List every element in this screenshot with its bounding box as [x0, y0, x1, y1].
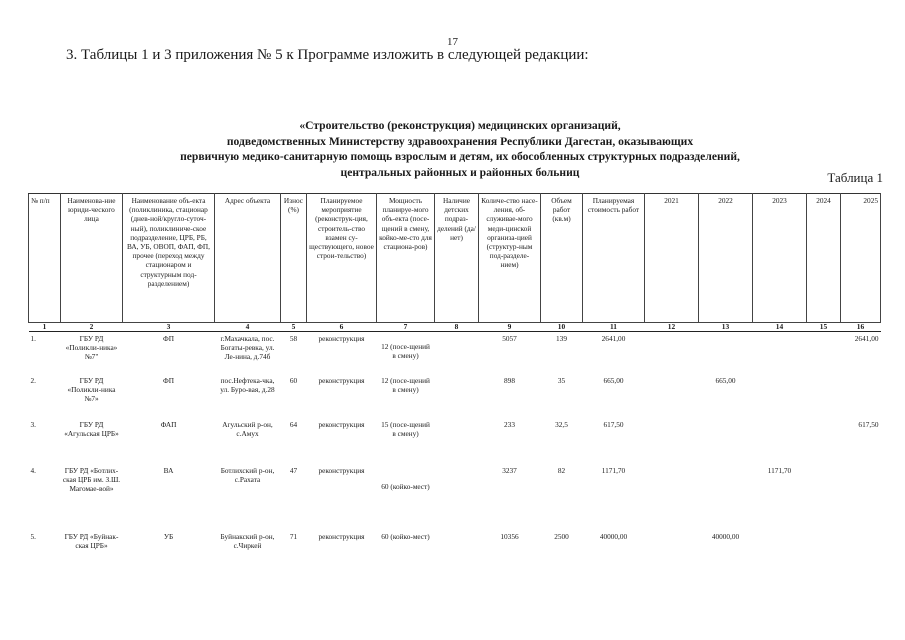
cost-2022 [699, 418, 753, 464]
cost-2023 [753, 332, 807, 375]
column-number: 3 [123, 323, 215, 332]
table-row [29, 464, 881, 530]
wear-percent: 47 [289, 466, 298, 475]
column-number: 13 [699, 323, 753, 332]
work-area: 2500 [554, 532, 569, 541]
wear-percent: 71 [289, 532, 298, 541]
column-number-row [29, 323, 881, 332]
cost-2025 [841, 530, 881, 572]
cost-2023 [753, 374, 807, 418]
planned-cost: 665,00 [603, 376, 624, 385]
header-cell: Планируемая стоимость работ [583, 194, 645, 323]
planned-cost: 1171,70 [601, 466, 626, 475]
cost-2025 [841, 374, 881, 418]
work-area: 35 [557, 376, 566, 385]
cost-2022 [699, 332, 753, 375]
cost-2025 [841, 464, 881, 530]
capacity [377, 332, 435, 375]
title-line-4: центральных районных и районных больниц [340, 165, 580, 179]
table-row [29, 418, 881, 464]
object-type: ФП [162, 334, 175, 343]
column-number: 5 [281, 323, 307, 332]
planned-action: реконструкция [318, 334, 365, 343]
capacity: 12 (посе-щений в смену) [381, 376, 430, 395]
header-cell: Износ (%) [281, 194, 307, 323]
cost-2024 [807, 530, 841, 572]
wear-percent: 64 [289, 420, 298, 429]
header-cell: Наименование объ-екта (поликлиника, стационар (днев-ной/кругло-суточ-ный), поликлиниче-ское подразделение, ЦРБ, РБ, ВА, УБ, ОВОП, ФАП, ФП, прочее (переход между стационаром и структурным под-разделением) [123, 194, 215, 323]
row-number: 5. [30, 532, 36, 541]
column-number: 7 [377, 323, 435, 332]
children-units [435, 332, 479, 375]
construction-table [28, 193, 881, 572]
cost-2025: 2641,00 [854, 334, 879, 343]
object-address: г.Махачкала, пос. Богаты-ревка, ул. Ле-нина, д.74б [220, 334, 275, 362]
cost-2024 [807, 332, 841, 375]
column-number: 10 [541, 323, 583, 332]
object-type: ФП [162, 376, 175, 385]
header-cell: Наименова-ние юриди-ческого лица [61, 194, 123, 323]
header-cell: 2023 [753, 194, 807, 323]
population: 5057 [502, 334, 517, 343]
org-name: ГБУ РД «Буйнак-ская ЦРБ» [64, 532, 119, 551]
planned-action: реконструкция [318, 466, 365, 475]
header-cell: Количе-ство насе-ления, об-служивае-мого меди-цинской организа-цией (структур-ным под-разделе-нием) [479, 194, 541, 323]
org-name: ГБУ РД «Поликли-ника №7» [67, 376, 116, 404]
planned-action: реконструкция [318, 420, 365, 429]
object-address: Агульский р-он, с.Амух [222, 420, 273, 439]
title-line-2: подведомственных Министерству здравоохранения Республики Дагестан, оказывающих [226, 134, 694, 148]
cost-2021 [645, 418, 699, 464]
title-line-1: «Строительство (реконструкция) медицинских организаций, [299, 119, 621, 132]
object-type: ФАП [160, 420, 177, 429]
header-cell: Наличие детских подраз-делений (да/нет) [435, 194, 479, 323]
row-number: 2. [30, 376, 36, 385]
header-row [29, 194, 881, 323]
cost-2022: 665,00 [715, 376, 736, 385]
column-number: 11 [583, 323, 645, 332]
population: 898 [504, 376, 515, 385]
row-number: 4. [30, 466, 36, 475]
header-cell: Мощность планируе-мого объ-екта (посе-щений в смену, койко-ме-сто для стациона-ров) [377, 194, 435, 323]
cost-2023 [753, 530, 807, 572]
wear-percent: 58 [289, 334, 298, 343]
header-cell: Объем работ (кв.м) [541, 194, 583, 323]
planned-cost: 40000,00 [599, 532, 628, 541]
object-address: Ботлихский р-он, с.Рахата [220, 466, 275, 485]
column-number: 4 [215, 323, 281, 332]
title-line-3: первичную медико-санитарную помощь взрослым и детям, их обособленных структурных подразделений, [180, 150, 740, 163]
header-cell: 2025 [841, 194, 881, 323]
children-units [435, 464, 479, 530]
table-row [29, 530, 881, 572]
object-type: ВА [163, 466, 174, 475]
cost-2021 [645, 530, 699, 572]
object-address: пос.Нефтека-чка, ул. Буро-вая, д.28 [220, 376, 275, 395]
cost-2021 [645, 374, 699, 418]
cost-2025: 617,50 [858, 420, 879, 429]
cost-2021 [645, 332, 699, 375]
row-number: 1. [30, 334, 36, 343]
children-units [435, 418, 479, 464]
cost-2022 [699, 464, 753, 530]
cost-2024 [807, 418, 841, 464]
column-number: 1 [29, 323, 61, 332]
planned-action: реконструкция [318, 376, 365, 385]
org-name: ГБУ РД «Ботлих-ская ЦРБ им. З.Ш. Магомае-вой» [62, 466, 121, 494]
cost-2021 [645, 464, 699, 530]
row-number: 3. [30, 420, 36, 429]
column-number: 15 [807, 323, 841, 332]
work-area: 82 [557, 466, 566, 475]
header-cell: Адрес объекта [215, 194, 281, 323]
capacity: 60 (койко-мест) [381, 532, 430, 541]
planned-cost: 617,50 [603, 420, 624, 429]
column-number: 8 [435, 323, 479, 332]
column-number: 12 [645, 323, 699, 332]
work-area: 139 [556, 334, 567, 343]
header-cell: № п/п [29, 194, 61, 323]
column-number: 6 [307, 323, 377, 332]
capacity [377, 464, 435, 530]
capacity-text: 60 (койко-мест) [381, 482, 430, 491]
cost-2024 [807, 374, 841, 418]
header-cell: 2021 [645, 194, 699, 323]
column-number: 16 [841, 323, 881, 332]
header-cell: 2024 [807, 194, 841, 323]
work-area: 32,5 [555, 420, 568, 429]
population: 233 [504, 420, 515, 429]
section-heading: 3. Таблицы 1 и 3 приложения № 5 к Программе изложить в следующей редакции: [66, 47, 589, 63]
population: 3237 [502, 466, 517, 475]
capacity: 15 (посе-щений в смену) [381, 420, 430, 439]
table-title [100, 118, 820, 180]
page-number: 17 [447, 36, 458, 48]
column-number: 9 [479, 323, 541, 332]
planned-cost: 2641,00 [601, 334, 626, 343]
cost-2023 [753, 418, 807, 464]
header-cell: Планируемое мероприятие (реконструк-ция, строитель-ство взамен су-ществующего, новое строи-тельство) [307, 194, 377, 323]
header-cell: 2022 [699, 194, 753, 323]
cost-2023: 1171,70 [767, 466, 792, 475]
table-row [29, 332, 881, 375]
object-address: Буйнакский р-он, с.Чиркей [220, 532, 275, 551]
object-type: УБ [163, 532, 174, 541]
column-number: 14 [753, 323, 807, 332]
org-name: ГБУ РД «Агульская ЦРБ» [64, 420, 119, 439]
population: 10356 [500, 532, 519, 541]
cost-2024 [807, 464, 841, 530]
column-number: 2 [61, 323, 123, 332]
table-row [29, 374, 881, 418]
cost-2022: 40000,00 [711, 532, 740, 541]
children-units [435, 374, 479, 418]
table-label: Таблица 1 [827, 170, 883, 185]
capacity-text: 12 (посе-щений в смену) [381, 342, 430, 361]
org-name: ГБУ РД «Поликли-ника» №7" [65, 334, 118, 362]
planned-action: реконструкция [318, 532, 365, 541]
wear-percent: 60 [289, 376, 298, 385]
children-units [435, 530, 479, 572]
